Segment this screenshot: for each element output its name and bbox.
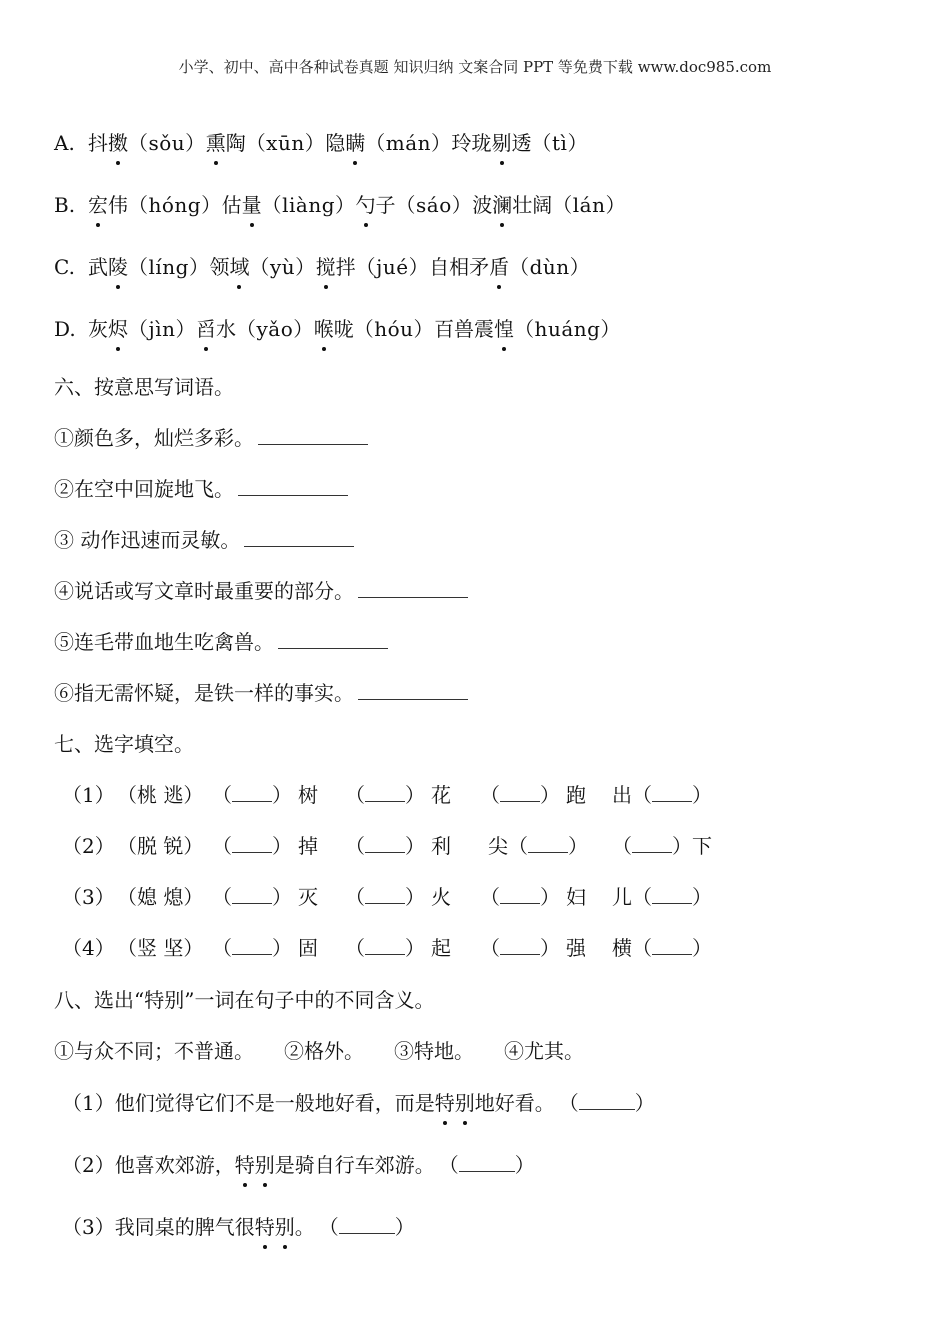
fill-word: 跑 <box>566 783 586 807</box>
word-text: 水 <box>215 317 236 341</box>
word-text: 抖 <box>88 131 108 155</box>
answer-blank[interactable] <box>358 681 468 700</box>
fill-group: 儿（ ） <box>612 885 712 909</box>
fill-group: （ ） 火 <box>345 885 451 909</box>
pinyin: （dùn） <box>509 255 591 279</box>
fill-group: （ ） 固 <box>212 936 318 960</box>
emphasized-char: 勺 <box>356 190 376 220</box>
fill-blank[interactable] <box>632 834 672 853</box>
fill-blank[interactable] <box>500 936 540 955</box>
option-a <box>54 128 588 158</box>
fill-blank[interactable] <box>652 783 692 802</box>
fill-word: 掉 <box>298 834 318 858</box>
fill-blank[interactable] <box>232 783 272 802</box>
fill-group: （ ） 强 <box>480 936 586 960</box>
pinyin: （huáng） <box>514 317 621 341</box>
word-text: 隐 <box>325 131 346 155</box>
word-text: 咙 <box>333 317 354 341</box>
fill-group: （ ） 妇 <box>480 885 586 909</box>
word-text: 估 <box>221 193 242 217</box>
answer-blank[interactable] <box>339 1215 395 1234</box>
fill-group: 横（ ） <box>612 936 712 960</box>
fill-group: （ ） 树 <box>212 783 318 807</box>
fill-group: （ ） 掉 <box>212 834 318 858</box>
emphasized-char: 域 <box>229 252 249 282</box>
emphasized-char: 陵 <box>108 252 128 282</box>
sentence-text: 地好看。 <box>474 1091 555 1115</box>
fill-group: （ ）下 <box>612 834 712 858</box>
sentence-3: （3）我同桌的脾气很特别。 （ ） <box>62 1212 415 1242</box>
pinyin: （liàng） <box>261 193 356 217</box>
word-text: 透 <box>511 131 532 155</box>
meaning-1: ①与众不同；不普通。 <box>54 1039 254 1063</box>
fill-word: 利 <box>431 834 451 858</box>
answer-blank[interactable] <box>278 630 388 649</box>
emphasized-char: 别 <box>255 1150 275 1180</box>
fill-word: 树 <box>298 783 318 807</box>
fill-blank[interactable] <box>365 834 405 853</box>
fill-blank[interactable] <box>365 783 405 802</box>
fill-word: 横 <box>612 936 632 960</box>
sentence-text: 我同桌的脾气很 <box>114 1215 255 1239</box>
answer-blank[interactable] <box>258 426 368 445</box>
fill-word: 下 <box>692 834 712 858</box>
pinyin: （hóu） <box>353 317 435 341</box>
emphasized-word <box>235 1150 275 1180</box>
sentence-text: 他喜欢郊游， <box>114 1153 235 1177</box>
row-number: （4） <box>62 936 115 960</box>
option-label: B. <box>54 193 76 217</box>
pinyin: （jué） <box>355 255 430 279</box>
fill-group: （ ） 起 <box>345 936 451 960</box>
sentence-number: （3） <box>62 1215 115 1239</box>
sentence-2: （2）他喜欢郊游，特别是骑自行车郊游。 （ ） <box>62 1150 535 1180</box>
fill-blank[interactable] <box>528 834 568 853</box>
option-label: D. <box>54 317 76 341</box>
definition-item-1 <box>54 423 368 453</box>
word-text: 拌 <box>335 255 356 279</box>
sentence-text: 他们觉得它们不是一般地好看，而是 <box>114 1091 435 1115</box>
emphasized-char: 舀 <box>196 314 216 344</box>
char-choices: （脱 锐） <box>117 834 204 858</box>
fill-word: 尖 <box>488 834 508 858</box>
word-text: 领 <box>209 255 230 279</box>
fill-group: （ ） 跑 <box>480 783 586 807</box>
section-7-title: 七、选字填空。 <box>54 732 194 756</box>
emphasized-char: 瞒 <box>345 128 365 158</box>
sentence-number: （1） <box>62 1091 115 1115</box>
word-text: 自相矛 <box>429 255 490 279</box>
emphasized-char: 盾 <box>489 252 509 282</box>
fill-word: 妇 <box>566 885 586 909</box>
emphasized-char: 搅 <box>316 252 336 282</box>
emphasized-char: 特 <box>435 1088 455 1118</box>
emphasized-char: 熏 <box>206 128 226 158</box>
pinyin: （líng） <box>128 255 210 279</box>
emphasized-char: 别 <box>275 1212 295 1242</box>
emphasized-char: 澜 <box>492 190 512 220</box>
emphasized-char: 特 <box>255 1212 275 1242</box>
sentence-number: （2） <box>62 1153 115 1177</box>
word-text: 子 <box>375 193 396 217</box>
fill-word: 起 <box>431 936 451 960</box>
word-text: 武 <box>88 255 108 279</box>
definition-text: ②在空中回旋地飞。 <box>54 477 234 501</box>
fill-blank[interactable] <box>365 885 405 904</box>
pinyin: （yǎo） <box>235 317 314 341</box>
pinyin: （yù） <box>249 255 316 279</box>
pinyin: （lán） <box>552 193 626 217</box>
meaning-2: ②格外。 <box>284 1039 364 1063</box>
char-choices: （竖 坚） <box>117 936 204 960</box>
definition-item-3 <box>54 525 354 555</box>
fill-group: 出（ ） <box>612 783 712 807</box>
sentence-text: 。 <box>294 1215 315 1239</box>
pinyin: （mán） <box>365 131 452 155</box>
fill-word: 出 <box>612 783 632 807</box>
emphasized-char: 烬 <box>108 314 128 344</box>
answer-blank[interactable] <box>358 579 468 598</box>
fill-blank[interactable] <box>500 885 540 904</box>
word-text: 灰 <box>88 317 108 341</box>
char-choices: （媳 熄） <box>117 885 204 909</box>
pinyin: （jìn） <box>128 317 196 341</box>
emphasized-char: 特 <box>235 1150 255 1180</box>
answer-blank[interactable] <box>579 1091 635 1110</box>
fill-blank[interactable] <box>232 936 272 955</box>
answer-blank[interactable] <box>244 528 354 547</box>
option-c <box>54 252 590 282</box>
fill-word: 固 <box>298 936 318 960</box>
emphasized-char: 宏 <box>88 190 108 220</box>
option-b <box>54 190 626 220</box>
definition-item-6 <box>54 678 468 708</box>
row-number: （1） <box>62 783 115 807</box>
meaning-3: ③特地。 <box>394 1039 474 1063</box>
pinyin: （xūn） <box>245 131 326 155</box>
pinyin: （sáo） <box>395 193 473 217</box>
pinyin: （hóng） <box>128 193 222 217</box>
fill-word: 花 <box>431 783 451 807</box>
definition-text: ⑥指无需怀疑，是铁一样的事实。 <box>54 681 354 705</box>
fill-group: （ ） 利 <box>345 834 451 858</box>
answer-blank[interactable] <box>238 477 348 496</box>
emphasized-char: 喉 <box>314 314 334 344</box>
char-choices: （桃 逃） <box>117 783 204 807</box>
word-text: 玲珑 <box>451 131 492 155</box>
emphasized-word <box>255 1212 295 1242</box>
meanings-row <box>54 1036 584 1066</box>
fill-group: （ ） 花 <box>345 783 451 807</box>
emphasized-char: 量 <box>242 190 262 220</box>
emphasized-word <box>435 1088 475 1118</box>
word-text: 波 <box>472 193 493 217</box>
fill-word: 火 <box>431 885 451 909</box>
sentence-1: （1）他们觉得它们不是一般地好看，而是特别地好看。 （ ） <box>62 1088 655 1118</box>
emphasized-char: 剔 <box>492 128 512 158</box>
fill-blank[interactable] <box>232 834 272 853</box>
meaning-4: ④尤其。 <box>504 1039 584 1063</box>
fill-group: （ ） 灭 <box>212 885 318 909</box>
pinyin: （sǒu） <box>128 131 206 155</box>
section-8-title: 八、选出“特别”一词在句子中的不同含义。 <box>54 988 435 1012</box>
fill-blank[interactable] <box>500 783 540 802</box>
fill-blank[interactable] <box>652 936 692 955</box>
answer-blank[interactable] <box>459 1153 515 1172</box>
emphasized-char: 惶 <box>494 314 514 344</box>
definition-text: ⑤连毛带血地生吃禽兽。 <box>54 630 274 654</box>
word-text: 百兽震 <box>434 317 495 341</box>
fill-word: 灭 <box>298 885 318 909</box>
row-number: （3） <box>62 885 115 909</box>
definition-item-5 <box>54 627 388 657</box>
fill-word: 强 <box>566 936 586 960</box>
fill-group: 尖（ ） <box>488 834 588 858</box>
emphasized-char: 别 <box>455 1088 475 1118</box>
fill-word: 儿 <box>612 885 632 909</box>
word-text: 壮阔 <box>512 193 553 217</box>
fill-blank[interactable] <box>232 885 272 904</box>
pinyin: （tì） <box>531 131 588 155</box>
word-text: 陶 <box>225 131 246 155</box>
word-text: 伟 <box>108 193 128 217</box>
fill-blank[interactable] <box>652 885 692 904</box>
option-label: C. <box>54 255 75 279</box>
sentence-text: 是骑自行车郊游。 <box>274 1153 435 1177</box>
row-number: （2） <box>62 834 115 858</box>
section-6-title: 六、按意思写词语。 <box>54 375 234 399</box>
definition-item-2 <box>54 474 348 504</box>
page-header: 小学、初中、高中各种试卷真题 知识归纳 文案合同 PPT 等免费下载 www.doc985.com <box>178 58 772 76</box>
option-d <box>54 314 621 344</box>
definition-text: ①颜色多，灿烂多彩。 <box>54 426 254 450</box>
definition-item-4 <box>54 576 468 606</box>
definition-text: ④说话或写文章时最重要的部分。 <box>54 579 354 603</box>
option-label: A. <box>54 131 75 155</box>
definition-text: ③ 动作迅速而灵敏。 <box>54 528 241 552</box>
emphasized-char: 擞 <box>108 128 128 158</box>
fill-blank[interactable] <box>365 936 405 955</box>
